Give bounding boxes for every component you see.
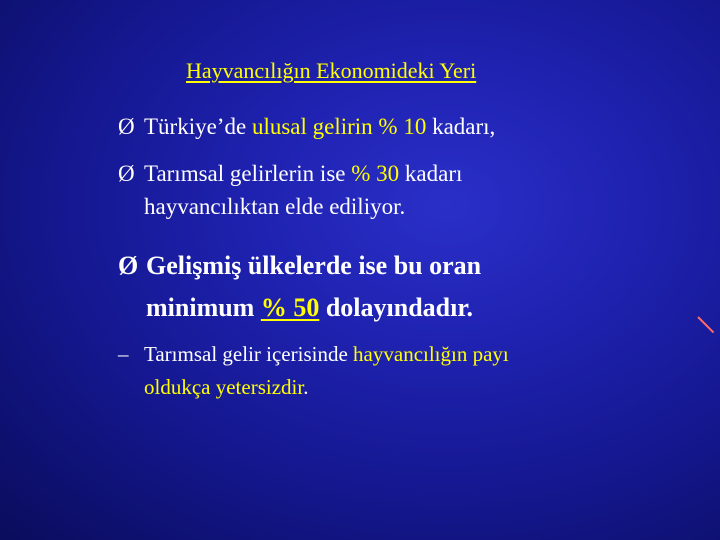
sub-bullet-highlight-2: oldukça yetersizdir [144, 375, 304, 400]
arrow-bullet-icon: Ø [118, 251, 139, 280]
bullet-3-highlight: % 50 [260, 293, 320, 323]
bullet-1 [118, 110, 495, 143]
bullet-3-text-end: dolayındadır. [319, 293, 474, 323]
bullet-2-text-end: kadarı [399, 161, 463, 186]
decorative-line [697, 316, 714, 333]
bullet-2-line-2: hayvancılıktan elde ediliyor. [144, 194, 406, 220]
bullet-2 [118, 157, 462, 224]
bullet-2-highlight: % 30 [351, 161, 400, 186]
bullet-1-text-end: kadarı, [426, 114, 496, 139]
sub-bullet-period: . [303, 375, 309, 400]
bullet-3-line-1: Gelişmiş ülkelerde ise bu oran [146, 251, 482, 280]
bullet-3 [118, 245, 481, 329]
arrow-bullet-icon: Ø [118, 161, 135, 186]
bullet-1-text: Türkiye’de [144, 114, 252, 139]
sub-bullet-highlight: hayvancılığın payı [353, 342, 509, 366]
bullet-1-highlight: ulusal gelirin % 10 [251, 114, 427, 139]
sub-bullet [118, 338, 509, 404]
arrow-bullet-icon: Ø [118, 114, 135, 139]
bullet-3-text: minimum [146, 293, 261, 323]
bullet-2-text: Tarımsal gelirlerin ise [144, 161, 352, 186]
slide-title: Hayvancılığın Ekonomideki Yeri [186, 58, 477, 83]
sub-bullet-text: Tarımsal gelir içerisinde [144, 342, 354, 366]
dash-bullet-icon: – [118, 342, 129, 366]
